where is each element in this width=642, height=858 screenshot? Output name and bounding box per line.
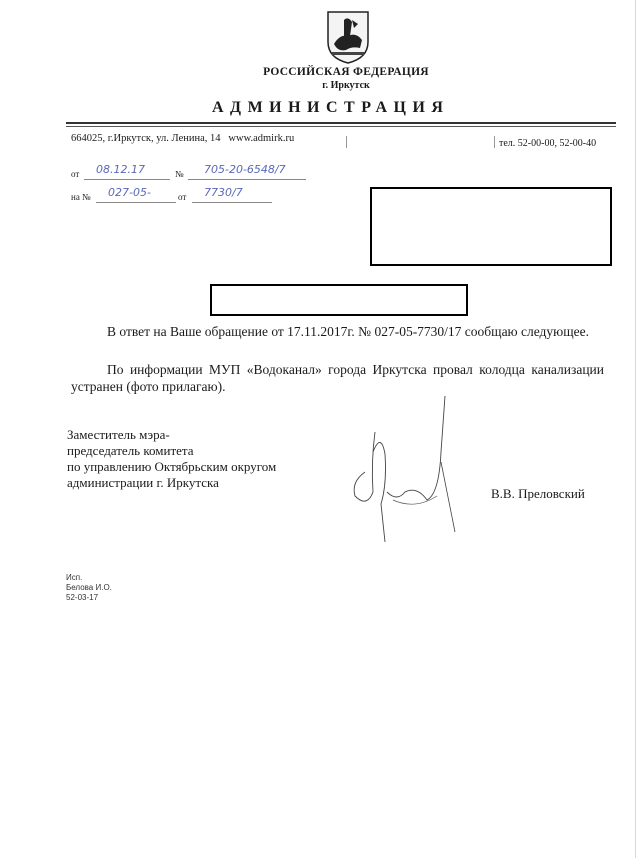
reply-from-line	[192, 202, 272, 203]
number-value: 705-20-6548/7	[204, 163, 286, 176]
executor-name: Белова И.О.	[66, 583, 112, 592]
administration-title: АДМИНИСТРАЦИЯ	[212, 99, 450, 116]
number-label: №	[175, 169, 184, 179]
body-paragraph-1: В ответ на Ваше обращение от 17.11.2017г. № 027-05-7730/17 сообщаю следующее.	[107, 324, 590, 339]
reply-number-value: 027-05-	[108, 186, 151, 199]
header-divider-thick	[66, 122, 616, 124]
city-heading: г. Иркутск	[322, 80, 370, 91]
signature-block	[67, 427, 276, 491]
address-separator	[346, 136, 347, 148]
signer-name: В.В. Преловский	[491, 486, 585, 501]
from-date-line	[84, 179, 170, 180]
address-line	[71, 133, 294, 144]
body-paragraph-2: По информации МУП «Водоканал» города Иркутска провал колодца канализации устранен (фото прилагаю).	[71, 362, 604, 394]
signer-title-line-1: Заместитель мэра-	[67, 427, 170, 442]
phone-text: тел. 52-00-00, 52-00-40	[499, 138, 597, 149]
reply-from-label: от	[178, 192, 187, 202]
redacted-recipient-box	[370, 187, 612, 266]
address-text: 664025, г.Иркутск, ул. Ленина, 14	[71, 133, 221, 144]
page-edge-line	[635, 0, 636, 858]
executor-phone: 52-03-17	[66, 593, 99, 602]
from-date-value: 08.12.17	[96, 163, 145, 176]
redacted-salutation-box	[210, 284, 468, 316]
phone-separator	[494, 136, 495, 148]
signer-title-line-4: администрации г. Иркутска	[67, 475, 219, 490]
reply-from-value: 7730/7	[204, 186, 243, 199]
website-text: www.admirk.ru	[228, 133, 295, 144]
country-heading: РОССИЙСКАЯ ФЕДЕРАЦИЯ	[263, 66, 429, 78]
signer-title-line-2: председатель комитета	[67, 443, 194, 458]
handwritten-signature-icon	[345, 392, 465, 552]
signer-title-line-3: по управлению Октябрьским округом	[67, 459, 277, 474]
executor-label: Исп.	[66, 573, 83, 582]
reply-number-line	[96, 202, 176, 203]
number-line	[188, 179, 306, 180]
irkutsk-coat-of-arms-icon	[326, 10, 370, 64]
header-divider-thin	[66, 126, 616, 127]
from-label: от	[71, 169, 80, 179]
reply-label: на №	[71, 192, 91, 202]
